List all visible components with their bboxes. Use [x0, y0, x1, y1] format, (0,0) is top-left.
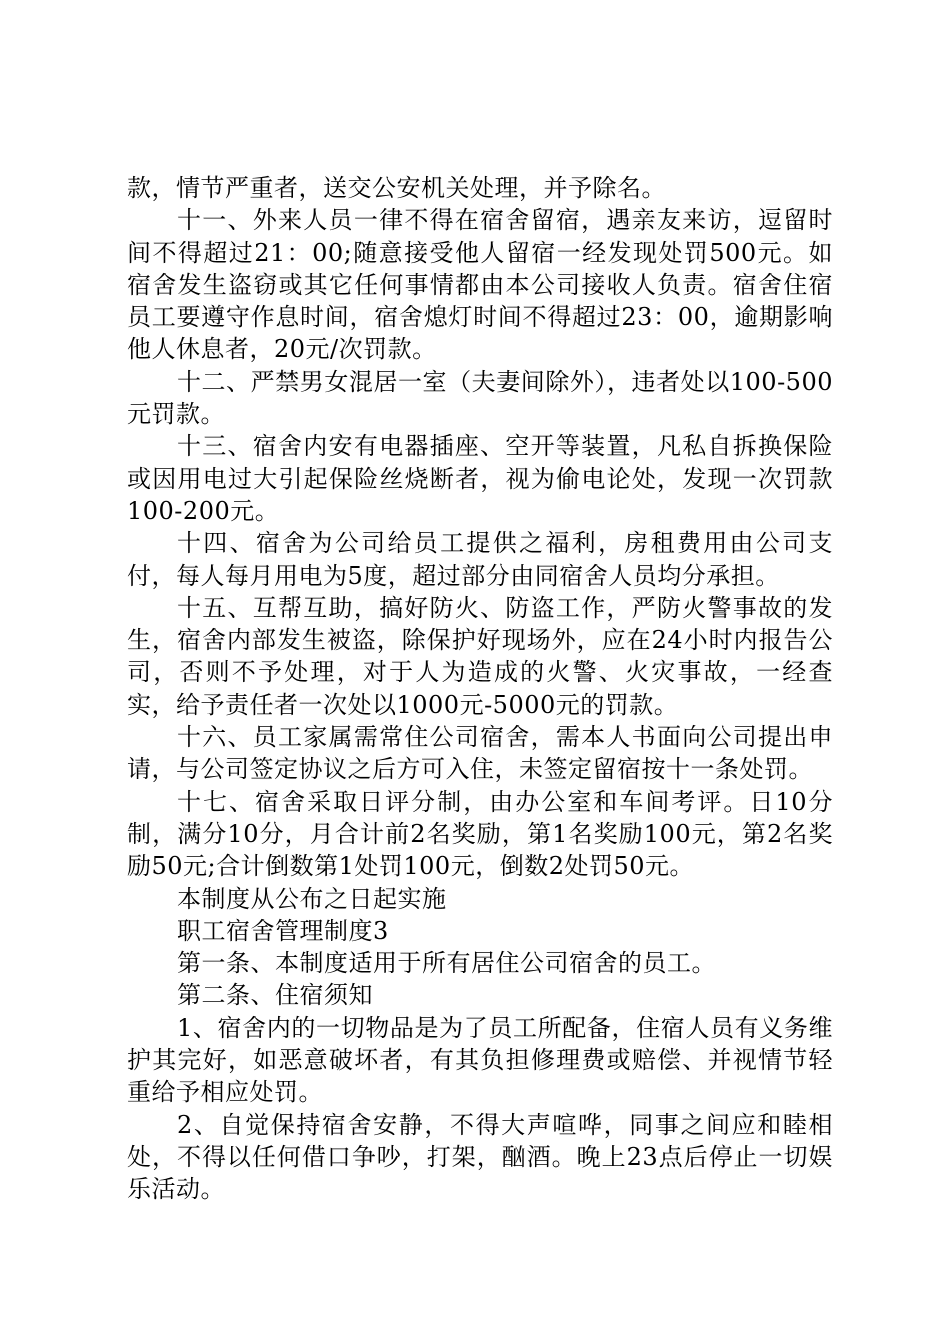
paragraph-rule-13: 十三、宿舍内安有电器插座、空开等装置，凡私自拆换保险或因用电过大引起保险丝烧断者，视为偷电论处，发现一次罚款100-200元。 — [127, 432, 833, 525]
paragraph-rule-14: 十四、宿舍为公司给员工提供之福利，房租费用由公司支付，每人每月用电为5度，超过部分由同宿舍人员均分承担。 — [127, 529, 833, 590]
paragraph-item-1: 1、宿舍内的一切物品是为了员工所配备，住宿人员有义务维护其完好，如恶意破坏者，有其负担修理费或赔偿、并视情节轻重给予相应处罚。 — [127, 1013, 833, 1107]
section-title: 职工宿舍管理制度3 — [177, 916, 389, 945]
paragraph-effective-date: 本制度从公布之日起实施 — [177, 884, 447, 913]
paragraph-article-2: 第二条、住宿须知 — [177, 981, 373, 1010]
paragraph-rule-11: 十一、外来人员一律不得在宿舍留宿，遇亲友来访，逗留时间不得超过21：00;随意接受他人留宿一经发现处罚500元。如宿舍发生盗窃或其它任何事情都由本公司接收人负责。宿舍住宿员工要遵守作息时间，宿舍熄灯时间不得超过23：00，逾期影响他人休息者，20元/次罚款。 — [127, 206, 833, 364]
paragraph-article-1: 第一条、本制度适用于所有居住公司宿舍的员工。 — [177, 949, 716, 978]
paragraph-rule-16: 十六、员工家属需常住公司宿舍，需本人书面向公司提出申请，与公司签定协议之后方可入住，未签定留宿按十一条处罚。 — [127, 723, 833, 784]
document-body — [127, 172, 833, 1206]
paragraph-rule-15: 十五、互帮互助，搞好防火、防盗工作，严防火警事故的发生，宿舍内部发生被盗，除保护好现场外，应在24小时内报告公司，否则不予处理，对于人为造成的火警、火灾事故，一经查实，给予责任者一次处以1000元-5000元的罚款。 — [127, 593, 833, 719]
paragraph-continuation: 款，情节严重者，送交公安机关处理，并予除名。 — [127, 174, 666, 202]
paragraph-rule-12: 十二、严禁男女混居一室（夫妻间除外），违者处以100-500元罚款。 — [127, 367, 833, 429]
paragraph-rule-17: 十七、宿舍采取日评分制，由办公室和车间考评。日10分制，满分10分，月合计前2名奖励，第1名奖励100元，第2名奖励50元;合计倒数第1处罚100元，倒数2处罚50元。 — [127, 787, 833, 881]
paragraph-item-2: 2、自觉保持宿舍安静，不得大声喧哗，同事之间应和睦相处，不得以任何借口争吵，打架，酗酒。晚上23点后停止一切娱乐活动。 — [127, 1110, 833, 1204]
